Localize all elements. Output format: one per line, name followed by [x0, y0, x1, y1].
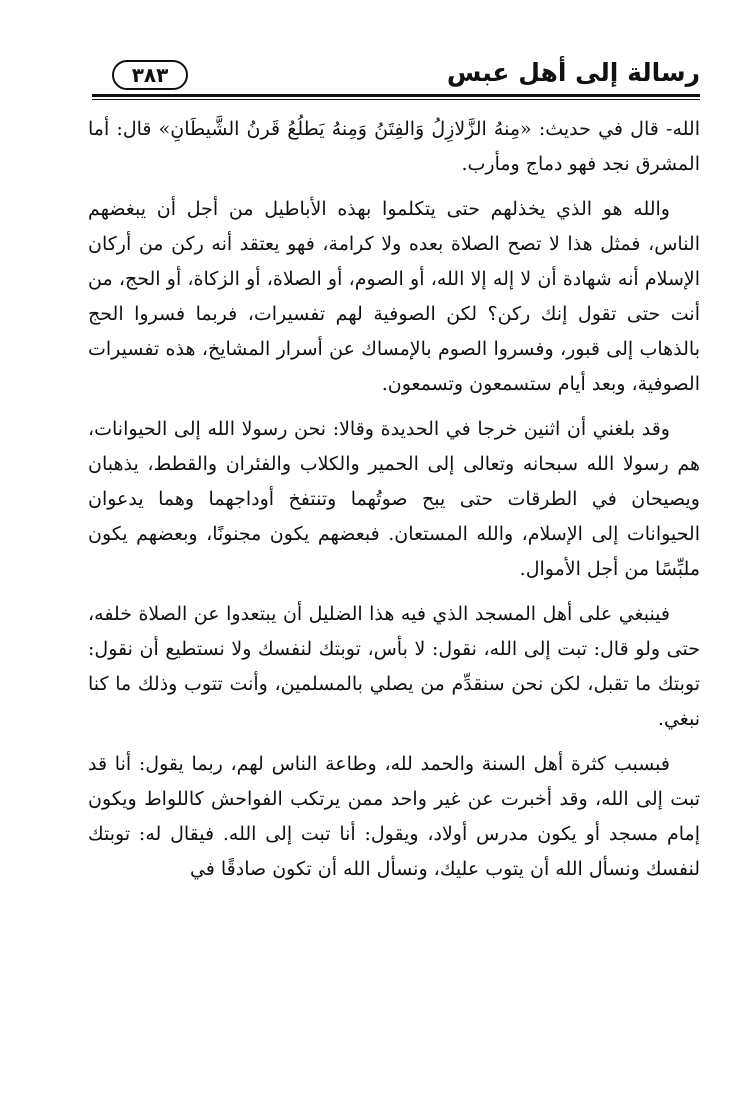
paragraph: فينبغي على أهل المسجد الذي فيه هذا الضليل أن يبتعدوا عن الصلاة خلفه، حتى ولو قال: تبت إلى الله، نقول: لا بأس، توبتك لنفسك ولا نستطيع أن نقول: توبتك ما تقبل، لكن نحن سنقدِّم من يصلي بالمسلمين، وأنت تتوب وذلك ما كنا نبغي.	[88, 603, 700, 730]
page-header	[92, 58, 700, 98]
paragraph: والله هو الذي يخذلهم حتى يتكلموا بهذه الأباطيل من أجل أن يبغضهم الناس، فمثل هذا لا تصح الصلاة بعده ولا كرامة، فهو يعتقد أنه ركن من أركان الإسلام أنه شهادة أن لا إله إلا الله، أو الصوم، أو الصلاة، أو الزكاة، أو الحج، من أنت حتى تقول إنك ركن؟ لكن الصوفية لهم تفسيرات، فربما فسروا الحج بالذهاب إلى قبور، وفسروا الصوم بالإمساك عن أسرار المشايخ، هذه تفسيرات الصوفية، وبعد أيام ستسمعون وتسمعون.	[88, 198, 700, 395]
paragraph-continuation: الله- قال في حديث: «مِنهُ الزَّلازِلُ وَالفِتَنُ وَمِنهُ يَطلُعُ قَرنُ الشَّيطَانِ» قال: أما المشرق نجد فهو دماج ومأرب.	[88, 118, 700, 175]
page-number: ٣٨٣	[112, 60, 188, 90]
paragraph: فبسبب كثرة أهل السنة والحمد لله، وطاعة الناس لهم، ربما يقول: أنا قد تبت إلى الله، وقد أخبرت عن غير واحد ممن يرتكب الفواحش كاللواط ويكون إمام مسجد أو يكون مدرس أولاد، ويقول: أنا تبت إلى الله. فيقال له: توبتك لنفسك ونسأل الله أن يتوب عليك، ونسأل الله أن تكون صادقًا في	[88, 753, 700, 880]
paragraph: وقد بلغني أن اثنين خرجا في الحديدة وقالا: نحن رسولا الله إلى الحيوانات، هم رسولا الله سبحانه وتعالى إلى الحمير والكلاب والفئران والقطط، يذهبان ويصيحان في الطرقات حتى يبح صوتُهما وتنتفخ أوداجهما وهما يدعوان الحيوانات إلى الإسلام، والله المستعان. فبعضهم يكون مجنونًا، وبعضهم يكون ملبِّسًا من أجل الأموال.	[88, 418, 700, 580]
header-rule-thin	[92, 99, 700, 100]
page-body	[88, 112, 700, 897]
running-title: رسالة إلى أهل عبس	[446, 58, 700, 87]
header-rule-thick	[92, 94, 700, 97]
